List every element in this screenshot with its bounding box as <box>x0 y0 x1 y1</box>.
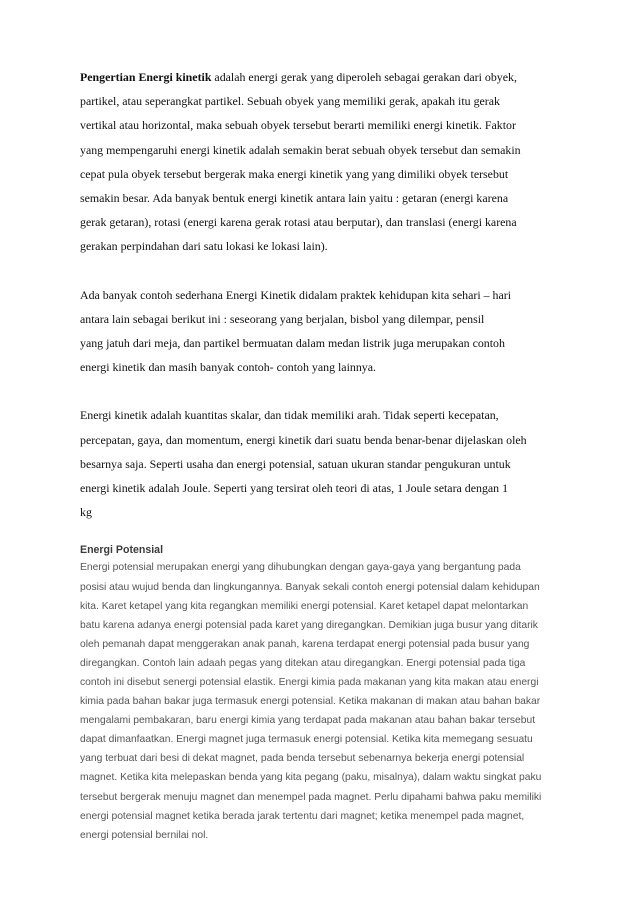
paragraph-line: batu karena adanya energi potensial pada karet yang diregangkan. Demikian juga busur yang ditarik <box>80 619 538 631</box>
paragraph-kinetic-definition <box>80 65 570 259</box>
paragraph-line: energi potensial bernilai nol. <box>80 829 209 841</box>
paragraph-line: contoh ini disebut senergi potensial elastik. Energi kimia pada makanan yang kita makan atau energi <box>80 677 539 689</box>
paragraph-kinetic-scalar <box>80 403 570 524</box>
paragraph-line: kimia pada bahan bakar juga termasuk energi potensial. Ketika makanan di makan atau bahan bakar <box>80 696 541 708</box>
paragraph-line: cepat pula obyek tersebut bergerak maka energi kinetik yang yang dimiliki obyek tersebut <box>80 166 509 181</box>
paragraph-line: energi kinetik adalah Joule. Seperti yang tersirat oleh teori di atas, 1 Joule setara dengan 1 <box>80 481 509 496</box>
paragraph-line: partikel, atau seperangkat partikel. Sebuah obyek yang memiliki gerak, apakah itu gerak <box>80 94 500 109</box>
paragraph-kinetic-examples <box>80 283 570 380</box>
paragraph-line: yang jatuh dari meja, dan partikel bermuatan dalam medan listrik juga merupakan contoh <box>80 336 505 351</box>
paragraph-line: antara lain sebagai berikut ini : seseorang yang berjalan, bisbol yang dilempar, pensil <box>80 311 485 326</box>
paragraph-line: Ada banyak contoh sederhana Energi Kinetik didalam praktek kehidupan kita sehari – hari <box>80 287 512 302</box>
paragraph-line: Energi potensial merupakan energi yang dihubungkan dengan gaya-gaya yang bergantung pada <box>80 562 521 574</box>
paragraph-line: oleh pemanah dapat menggerakan anak panah, karena terdapat energi potensial pada busur yang <box>80 638 530 650</box>
paragraph-gap <box>80 259 570 283</box>
paragraph-line: semakin besar. Ada banyak bentuk energi kinetik antara lain yaitu : getaran (energi karena <box>80 191 509 206</box>
paragraph-line: gerakan perpindahan dari satu lokasi ke lokasi lain). <box>80 239 328 254</box>
document-page <box>80 65 570 845</box>
paragraph-line: mengalami pembakaran, baru energi kimia yang terdapat pada makanan atau bahan bakar tersebut <box>80 715 536 727</box>
paragraph-gap <box>80 379 570 403</box>
paragraph-line: kg <box>80 505 92 520</box>
paragraph-line: dapat dimanfaatkan. Energi magnet juga termasuk energi potensial. Ketika kita memegang sesuatu <box>80 734 533 746</box>
paragraph-line: gerak getaran), rotasi (energi karena gerak rotasi atau berputar), dan translasi (energi karena <box>80 215 517 230</box>
paragraph-line: magnet. Ketika kita melepaskan benda yang kita pegang (paku, misalnya), dalam waktu singkat paku <box>80 772 542 784</box>
paragraph-line: vertikal atau horizontal, maka sebuah obyek tersebut berarti memiliki energi kinetik. Faktor <box>80 118 516 133</box>
paragraph-line: posisi atau wujud benda dan lingkungannya. Banyak sekali contoh energi potensial dalam kehidupan <box>80 581 540 593</box>
paragraph-line: kita. Karet ketapel yang kita regangkan memiliki energi potensial. Karet ketapel dapat melontarkan <box>80 600 529 612</box>
paragraph-line: energi potensial magnet ketika berada jarak tertentu dari magnet; ketika menempel pada magnet, <box>80 810 525 822</box>
paragraph-line: Pengertian Energi kinetik adalah energi gerak yang diperoleh sebagai gerakan dari obyek, <box>80 70 517 84</box>
paragraph-line: besarnya saja. Seperti usaha dan energi potensial, satuan ukuran standar pengukuran untuk <box>80 456 511 471</box>
paragraph-line: yang terbuat dari besi di dekat magnet, pada benda tersebut sebenarnya bekerja energi potensial <box>80 753 525 765</box>
paragraph-line: tersebut bergerak menuju magnet dan menempel pada magnet. Perlu dipahami bahwa paku memiliki <box>80 791 542 803</box>
paragraph-line: diregangkan. Contoh lain adaah pegas yang ditekan atau diregangkan. Energi potensial pada tiga <box>80 657 526 669</box>
section-heading-potential: Energi Potensial <box>80 544 164 557</box>
paragraph-potential-energy <box>80 558 570 844</box>
paragraph-line: Energi kinetik adalah kuantitas skalar, dan tidak memiliki arah. Tidak seperti kecepatan, <box>80 408 499 423</box>
paragraph-line: yang mempengaruhi energi kinetik adalah semakin berat sebuah obyek tersebut dan semakin <box>80 142 521 157</box>
paragraph-line: percepatan, gaya, dan momentum, energi kinetik dari suatu benda benar-benar dijelaskan oleh <box>80 432 527 447</box>
paragraph-line: energi kinetik dan masih banyak contoh- contoh yang lainnya. <box>80 360 376 375</box>
term-bold: Pengertian Energi kinetik <box>80 70 212 84</box>
